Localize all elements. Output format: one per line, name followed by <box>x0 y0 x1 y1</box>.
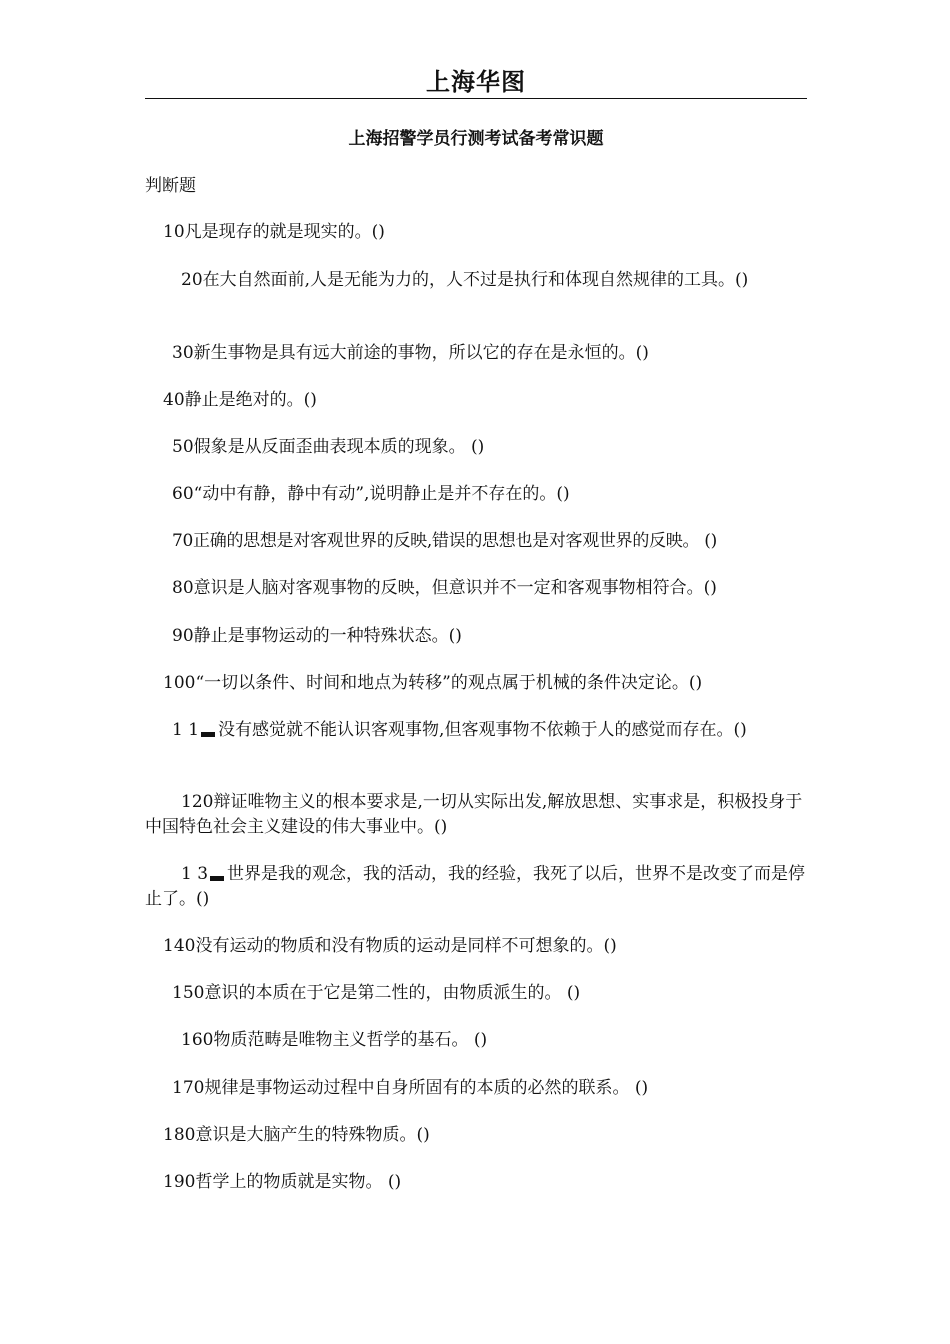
question-number: 10 <box>163 222 185 242</box>
question-item <box>145 1170 807 1195</box>
question-text: 意识是人脑对客观事物的反映，但意识并不一定和客观事物相符合。() <box>193 578 717 598</box>
question-item <box>145 1076 807 1101</box>
header-divider <box>145 98 807 99</box>
question-text: “一切以条件、时间和地点为转移”的观点属于机械的条件决定论。() <box>195 673 703 693</box>
question-text: 假象是从反面歪曲表现本质的现象。 () <box>193 437 485 457</box>
question-item <box>145 981 807 1006</box>
question-number: 60 <box>172 484 194 504</box>
question-text: 意识是大脑产生的特殊物质。() <box>195 1125 430 1145</box>
question-text: 世界是我的观念，我的活动，我的经验，我死了以后，世界不是改变了而是停止了。() <box>145 864 806 909</box>
question-text: 没有运动的物质和没有物质的运动是同样不可想象的。() <box>195 936 617 956</box>
question-item <box>145 220 807 245</box>
question-item <box>145 529 807 554</box>
question-item <box>145 341 807 366</box>
question-item <box>145 1123 807 1148</box>
question-item <box>145 862 807 912</box>
question-text: 凡是现存的就是现实的。() <box>184 222 385 242</box>
question-number: 170 <box>172 1078 205 1098</box>
question-number: 100 <box>163 673 196 693</box>
question-text: 在大自然面前,人是无能为力的，人不过是执行和体现自然规律的工具。() <box>202 270 749 290</box>
bullet-marker-icon <box>210 876 224 881</box>
question-item <box>145 790 807 840</box>
question-number: 140 <box>163 936 196 956</box>
question-number: 70 <box>172 531 194 551</box>
question-number: 160 <box>181 1030 214 1050</box>
bullet-marker-icon <box>201 732 215 737</box>
question-text: 静止是事物运动的一种特殊状态。() <box>193 626 462 646</box>
question-number: 50 <box>172 437 194 457</box>
question-number: 80 <box>172 578 194 598</box>
question-number: 20 <box>181 270 203 290</box>
question-text: 物质范畴是唯物主义哲学的基石。 () <box>213 1030 488 1050</box>
question-item <box>145 934 807 959</box>
question-item <box>145 1028 807 1053</box>
question-number: 1 1 <box>172 720 200 740</box>
question-text: 没有感觉就不能认识客观事物,但客观事物不依赖于人的感觉而存在。() <box>218 720 747 740</box>
question-text: 意识的本质在于它是第二性的，由物质派生的。 () <box>204 983 581 1003</box>
question-number: 30 <box>172 343 194 363</box>
question-item <box>145 268 807 293</box>
question-number: 40 <box>163 390 185 410</box>
question-number: 120 <box>181 792 214 812</box>
question-item <box>145 671 807 696</box>
question-text: 哲学上的物质就是实物。 () <box>195 1172 402 1192</box>
question-text: 规律是事物运动过程中自身所固有的本质的必然的联系。 () <box>204 1078 649 1098</box>
question-text: 正确的思想是对客观世界的反映,错误的思想也是对客观世界的反映。 () <box>193 531 717 551</box>
header-title: 上海华图 <box>426 68 526 96</box>
question-number: 180 <box>163 1125 196 1145</box>
question-number: 190 <box>163 1172 196 1192</box>
question-item <box>145 576 807 601</box>
question-item <box>145 388 807 413</box>
section-label: 判断题 <box>145 176 196 196</box>
question-item <box>145 435 807 460</box>
question-text: 辩证唯物主义的根本要求是,一切从实际出发,解放思想、实事求是，积极投身于中国特色社会主义建设的伟大事业中。() <box>145 792 803 837</box>
question-text: “动中有静，静中有动”,说明静止是并不存在的。() <box>193 484 570 504</box>
question-number: 90 <box>172 626 194 646</box>
question-text: 新生事物是具有远大前途的事物，所以它的存在是永恒的。() <box>193 343 649 363</box>
question-text: 静止是绝对的。() <box>184 390 317 410</box>
question-number: 1 3 <box>181 864 209 884</box>
question-item <box>145 718 807 743</box>
document-title: 上海招警学员行测考试备考常识题 <box>348 129 604 149</box>
question-item <box>145 482 807 507</box>
question-number: 150 <box>172 983 205 1003</box>
question-item <box>145 624 807 649</box>
